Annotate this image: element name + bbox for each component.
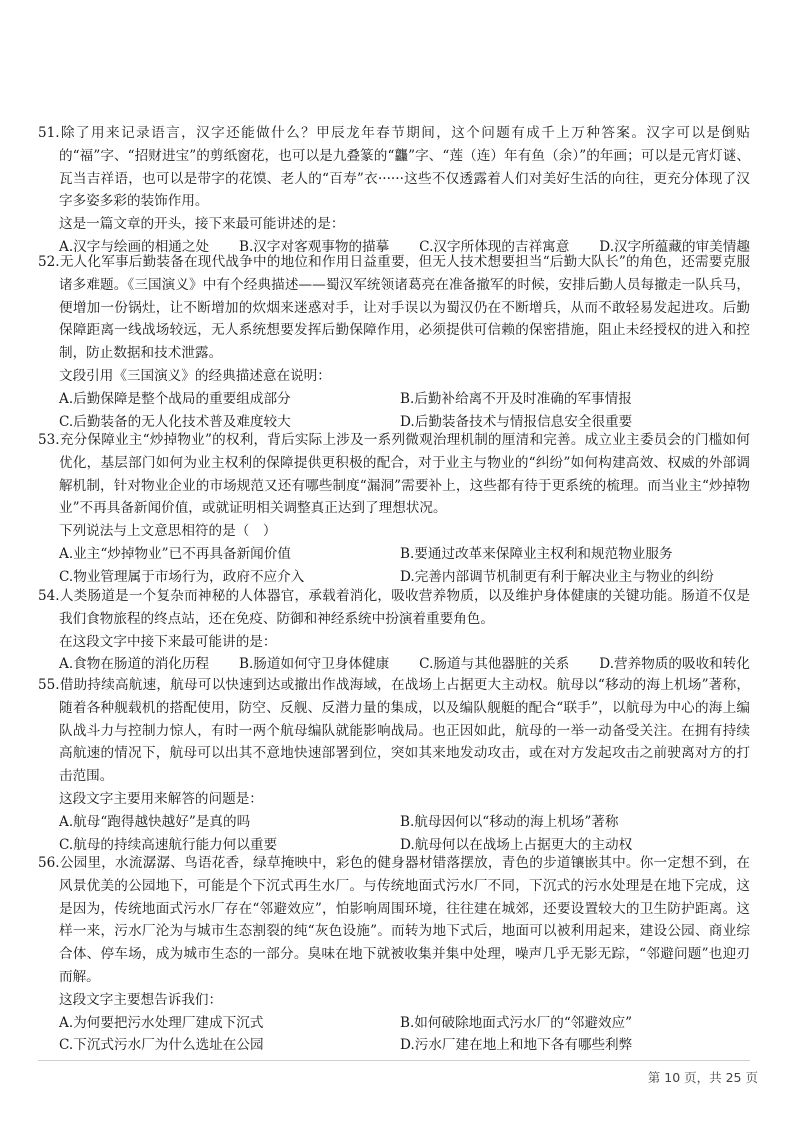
question-prompt: 在这段文字中接下来最可能讲的是：	[59, 633, 277, 650]
option-a[interactable]: A.业主“炒掉物业”已不再具备新闻价值	[59, 545, 291, 562]
option-d[interactable]: D.汉字所蕴藏的审美情趣	[599, 238, 750, 255]
question-stem: 54.人类肠道是一个复杂而神秘的人体器官，承载着消化，吸收营养物质，以及维护身体健康的关键功能。肠道不仅是我们食物旅程的终点站，还在免疫、防御和神经系统中扮演着重要角色。	[38, 588, 750, 627]
option-b[interactable]: B.要通过改革来保障业主权利和规范物业服务	[400, 545, 673, 562]
option-c[interactable]: C.汉字所体现的吉祥寓意	[419, 238, 570, 255]
option-a[interactable]: A.为何要把污水处理厂建成下沉式	[59, 1014, 264, 1031]
question-53	[38, 429, 750, 589]
question-prompt: 下列说法与上文意思相符的是（ ）	[59, 523, 277, 540]
question-prompt: 这段文字主要用来解答的问题是：	[59, 790, 263, 807]
option-c[interactable]: C.下沉式污水厂为什么选址在公园	[59, 1037, 264, 1054]
option-a[interactable]: A.汉字与绘画的相通之处	[59, 238, 210, 255]
question-stem: 55.借助持续高航速，航母可以快速到达或撤出作战海域，在战场上占据更大主动权。航母以“移动的海上机场”著称，随着各种舰载机的搭配使用，防空、反舰、反潜力量的集成，以及编队舰艇的配合“联手”，以航母为中心的海上编队战斗力与控制力惊人，有时一两个航母编队就能影响战局。也正因如此，航母的一举一动备受关注。在拥有持续高航速的情况下，航母可以出其不意地快速部署到位，突如其来地发动攻击，或在对方发起攻击之前驶离对方的打击范围。	[38, 677, 750, 785]
question-54	[38, 585, 750, 676]
option-c[interactable]: C.物业管理属于市场行为，政府不应介入	[59, 568, 305, 585]
option-d[interactable]: D.后勤装备技术与情报信息安全很重要	[400, 413, 633, 430]
question-52	[38, 251, 750, 433]
question-56	[38, 852, 750, 1057]
option-d[interactable]: D.污水厂建在地上和地下各有哪些利弊	[400, 1037, 633, 1054]
question-stem: 56.公园里，水流潺潺、鸟语花香，绿草掩映中，彩色的健身器材错落摆放，青色的步道镶嵌其中。你一定想不到，在风景优美的公园地下，可能是个下沉式再生水厂。与传统地面式污水厂不同，下沉式的污水处理是在地下完成，这是因为，传统地面式污水厂存在“邻避效应”，怕影响周围环境，往往建在城郊，还要设置较大的卫生防护距离。这样一来，污水厂沦为与城市生态割裂的纯“灰色设施”。而转为地下式后，地面可以被利用起来，建设公园、商业综合体、停车场，成为城市生态的一部分。臭味在地下就被收集并集中处理，噪声几乎无影无踪，“邻避问题”也迎刃而解。	[38, 855, 750, 985]
options-grid	[38, 543, 750, 589]
page-number: 第 10 页，共 25 页	[647, 1070, 758, 1085]
option-b[interactable]: B.后勤补给离不开及时准确的军事情报	[400, 390, 632, 407]
question-prompt: 这段文字主要想告诉我们：	[59, 991, 223, 1008]
option-a[interactable]: A.后勤保障是整个战局的重要组成部分	[59, 390, 291, 407]
option-d[interactable]: D.航母何以在战场上占据更大的主动权	[400, 836, 633, 853]
question-stem: 53.充分保障业主“炒掉物业”的权利，背后实际上涉及一系列微观治理机制的厘清和完善。成立业主委员会的门槛如何优化，基层部门如何为业主权利的保障提供更积极的配合，对于业主与物业的“纠纷”如何构建高效、权威的外部调解机制，针对物业企业的市场规范又还有哪些制度“漏洞”需要补上，这些都有待于更系统的梳理。而当业主“炒掉物业”不再具备新闻价值，或就证明相关调整真正达到了理想状况。	[38, 432, 750, 517]
question-prompt: 这是一篇文章的开头，接下来最可能讲述的是：	[59, 216, 345, 233]
footer-divider	[38, 1060, 750, 1061]
option-b[interactable]: B.肠道如何守卫身体健康	[239, 656, 390, 673]
options-grid	[38, 811, 750, 857]
option-b[interactable]: B.汉字对客观事物的描摹	[239, 238, 390, 255]
options-row	[38, 653, 750, 676]
option-a[interactable]: A.食物在肠道的消化历程	[59, 656, 210, 673]
option-c[interactable]: C.肠道与其他器脏的关系	[419, 656, 570, 673]
option-c[interactable]: C.后勤装备的无人化技术普及难度较大	[59, 413, 291, 430]
question-prompt: 文段引用《三国演义》的经典描述意在说明：	[59, 367, 331, 384]
option-b[interactable]: B.如何破除地面式污水厂的“邻避效应”	[400, 1014, 633, 1031]
options-grid	[38, 1012, 750, 1058]
question-55	[38, 674, 750, 856]
options-grid	[38, 388, 750, 434]
option-b[interactable]: B.航母因何以“移动的海上机场”著称	[400, 813, 619, 830]
question-51	[38, 122, 750, 259]
option-d[interactable]: D.完善内部调节机制更有利于解决业主与物业的纠纷	[400, 568, 714, 585]
option-d[interactable]: D.营养物质的吸收和转化	[599, 656, 750, 673]
question-stem: 51.除了用来记录语言，汉字还能做什么？甲辰龙年春节期间，这个问题有成千上万种答案。汉字可以是倒贴的“福”字、“招财进宝”的剪纸窗花，也可以是九叠篆的“龘”字、“莲（连）年有鱼（余）”的年画；可以是元宵灯谜、瓦当吉祥语，也可以是带字的花馍、老人的“百寿”衣······这些不仅透露着人们对美好生活的向往，更充分体现了汉字多姿多彩的装饰作用。	[38, 125, 750, 210]
question-stem: 52.无人化军事后勤装备在现代战争中的地位和作用日益重要，但无人技术想要担当“后勤大队长”的角色，还需要克服诸多难题。《三国演义》中有个经典描述——蜀汉军统领诸葛亮在准备撤军的时候，安排后勤人员每撤走一队兵马，便增加一份锅灶，让不断增加的炊烟来迷惑对手，让对手误以为蜀汉仍在不断增兵，从而不敢轻易发起进攻。后勤保障距离一线战场较远，无人系统想要发挥后勤保障作用，必须提供可信赖的保密措施，阻止未经授权的进入和控制，防止数据和技术泄露。	[38, 254, 750, 362]
option-c[interactable]: C.航母的持续高速航行能力何以重要	[59, 836, 278, 853]
option-a[interactable]: A.航母“跑得越快越好”是真的吗	[59, 813, 251, 830]
